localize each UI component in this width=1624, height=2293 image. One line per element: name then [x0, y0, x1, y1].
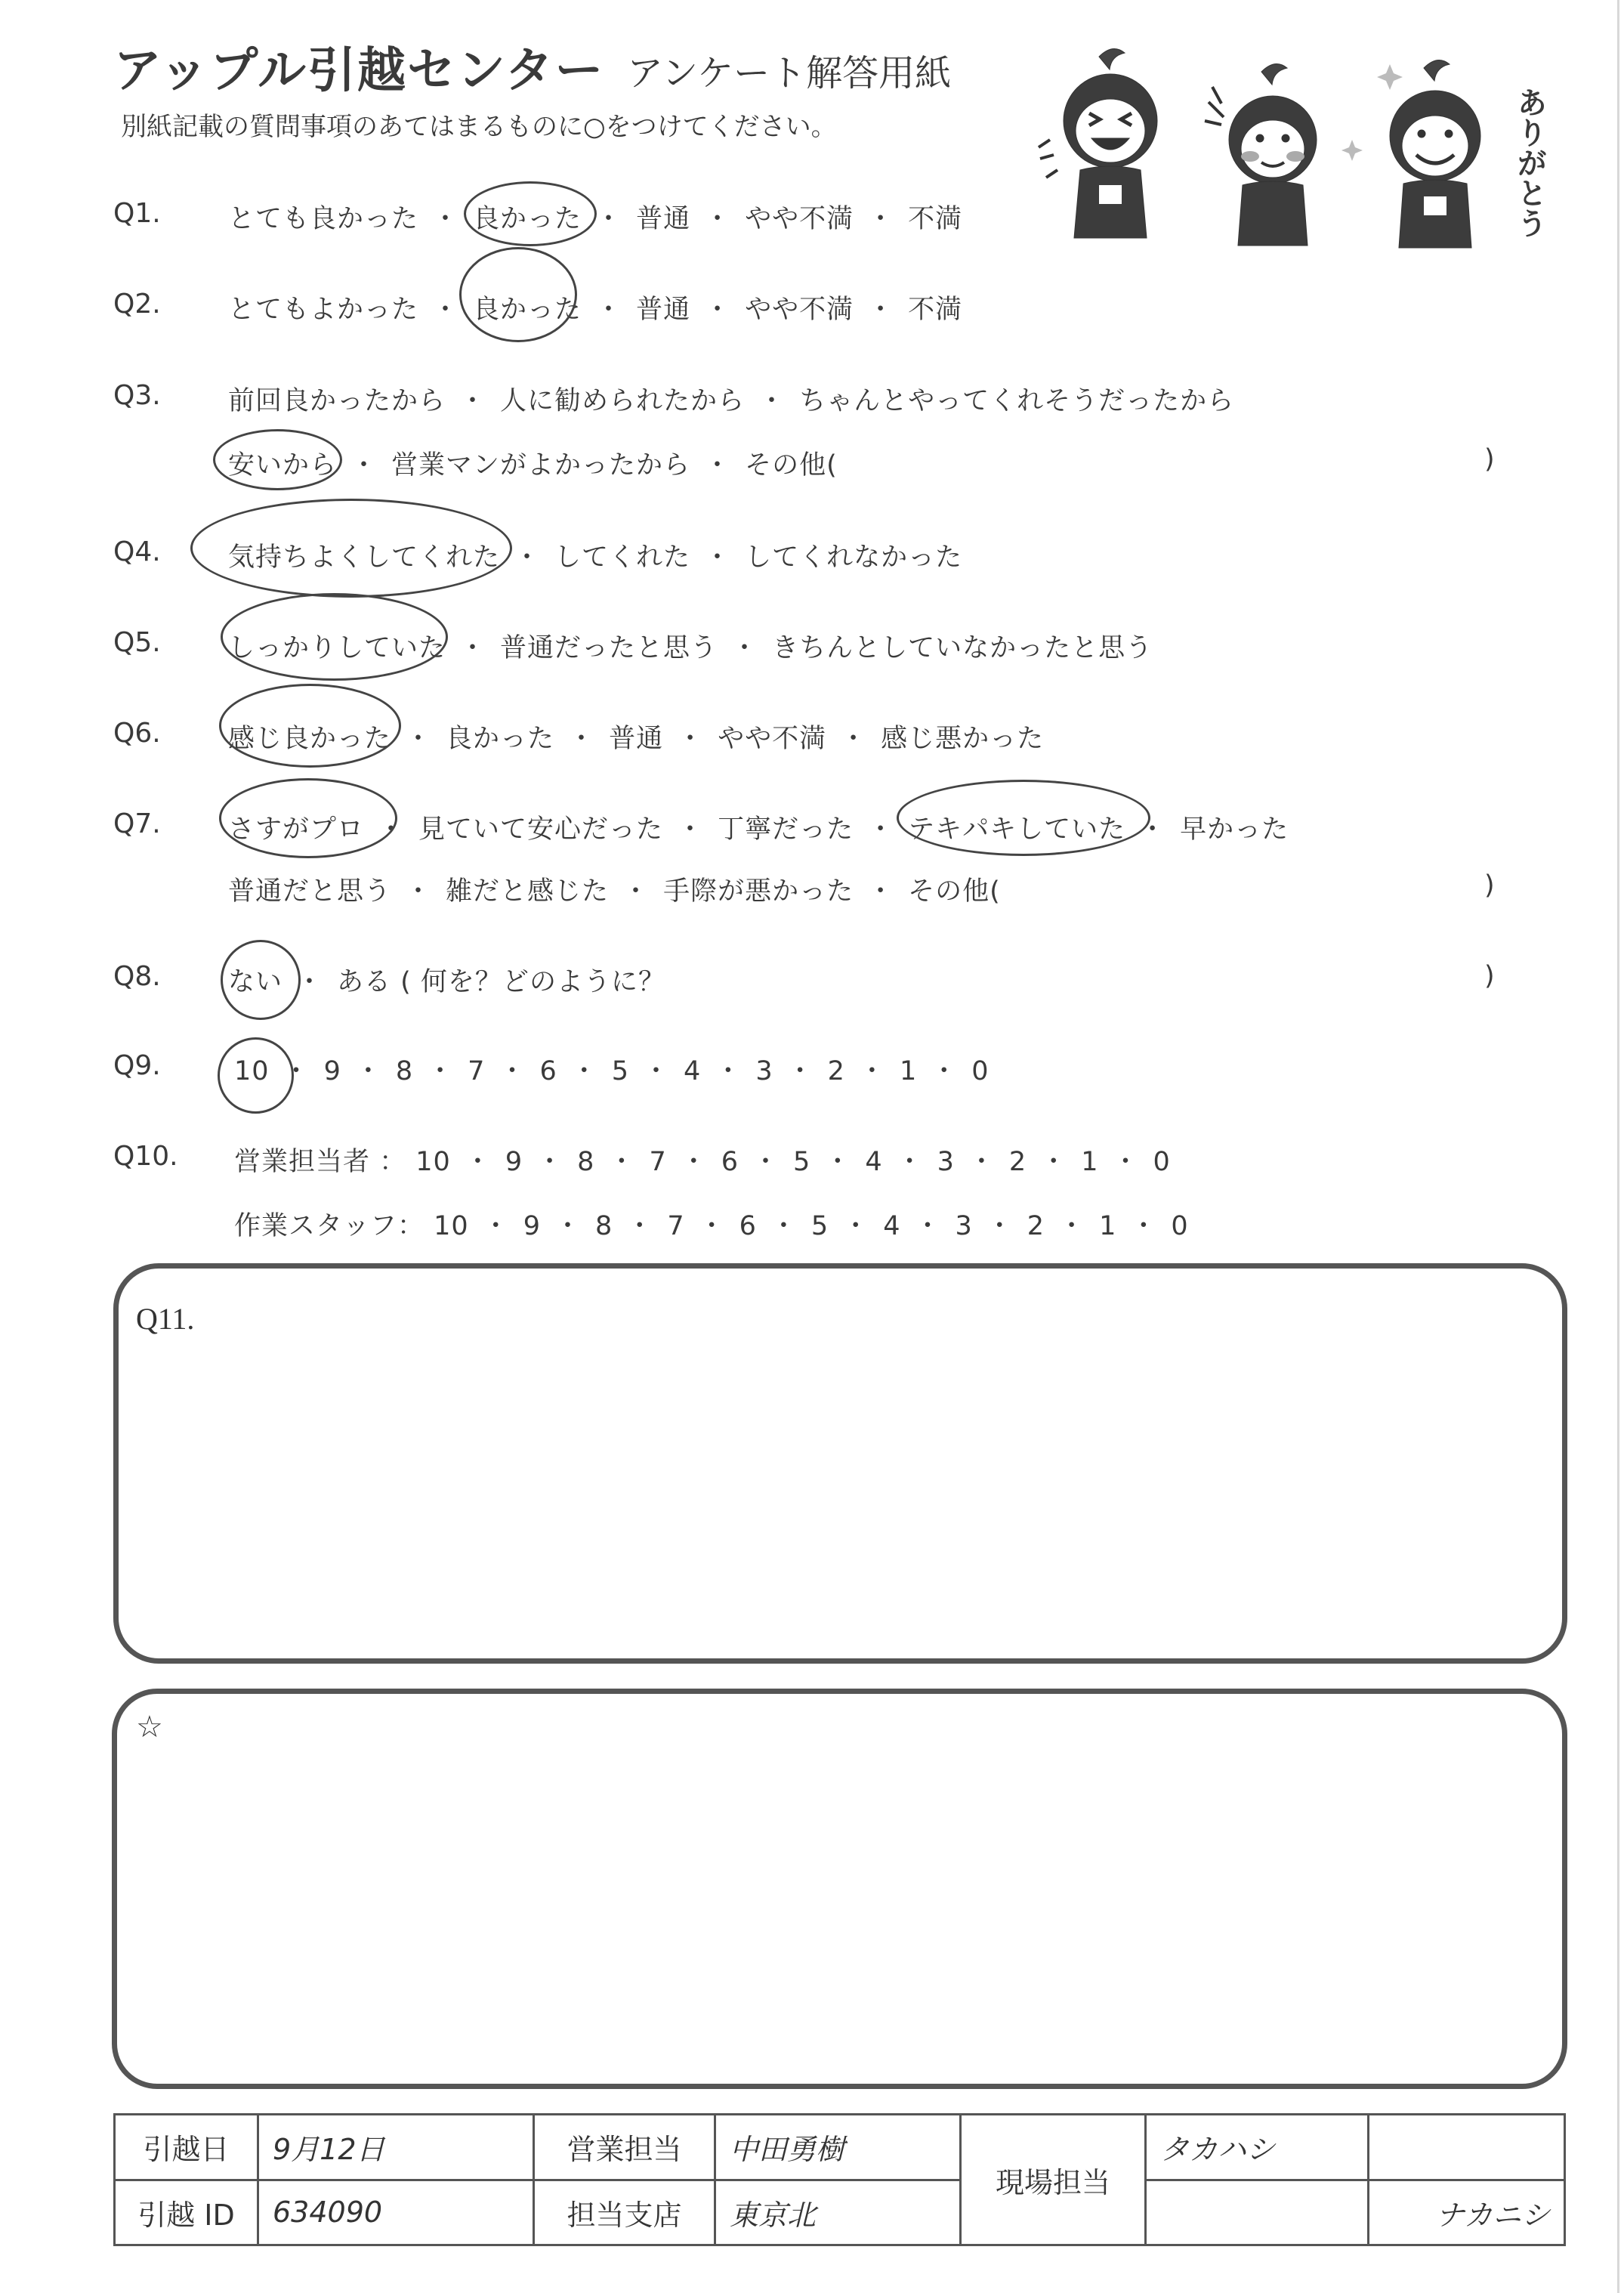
q9-score[interactable]: 4	[684, 1056, 702, 1086]
q10-staff-score[interactable]: 4	[883, 1211, 901, 1241]
q3-option[interactable]: ちゃんとやってくれそうだったから	[799, 386, 1235, 416]
q8-option-selected[interactable]: ない	[228, 961, 283, 999]
q7-option-selected[interactable]: さすがプロ	[228, 808, 364, 846]
q3-close-paren: )	[1484, 444, 1495, 474]
q5-option[interactable]: きちんとしていなかったと思う	[772, 633, 1153, 663]
q10-sales-score[interactable]: 3	[937, 1147, 955, 1177]
q10-staff-score[interactable]: 2	[1027, 1211, 1045, 1241]
q10-staff-score[interactable]: 5	[810, 1211, 829, 1241]
q10-staff-score[interactable]: 10	[434, 1211, 469, 1241]
q5-option-selected[interactable]: しっかりしていた	[228, 627, 446, 665]
q6-number: Q6.	[113, 718, 161, 749]
q9-number: Q9.	[113, 1050, 161, 1081]
q10-sales-score[interactable]: 9	[505, 1147, 523, 1177]
q2-option[interactable]: 不満	[908, 295, 963, 325]
mascot-monkey-smiling-icon	[1390, 60, 1480, 248]
q9-score[interactable]: 2	[827, 1056, 845, 1086]
q6-option[interactable]: 感じ悪かった	[881, 724, 1045, 754]
q10-staff-label: 作業スタッフ：	[234, 1211, 425, 1241]
q6-option[interactable]: やや不満	[718, 724, 827, 754]
q9-score[interactable]: 3	[755, 1056, 773, 1086]
q10-sales-score[interactable]: 6	[721, 1147, 739, 1177]
q5-option[interactable]: 普通だったと思う	[500, 633, 718, 663]
q5-number: Q5.	[113, 627, 161, 658]
q3-option[interactable]: 営業マンがよかったから	[391, 450, 691, 481]
q5-options: しっかりしていた ・ 普通だったと思う ・ きちんとしていなかったと思う	[228, 627, 1153, 665]
q9-score[interactable]: 0	[971, 1056, 990, 1086]
q10-staff-score[interactable]: 9	[523, 1211, 541, 1241]
move-id-label: 引越 ID	[115, 2180, 258, 2245]
q10-sales-row: 営業担当者 ： 10 ・ 9 ・ 8 ・ 7 ・ 6 ・ 5 ・ 4 ・ 3 ・ 2 ・ 1 ・ 0	[234, 1147, 1171, 1177]
q7-close-paren: )	[1484, 870, 1495, 901]
q10-sales-score[interactable]: 1	[1081, 1147, 1099, 1177]
move-date-label: 引越日	[115, 2115, 258, 2180]
q10-staff-score[interactable]: 1	[1099, 1211, 1117, 1241]
q11-label: Q11.	[136, 1302, 195, 1336]
q10-sales-score[interactable]: 10	[415, 1147, 451, 1177]
q7-option[interactable]: 手際が悪かった	[663, 876, 854, 907]
q4-option[interactable]: してくれなかった	[745, 542, 963, 573]
q10-number: Q10.	[113, 1141, 178, 1172]
sales-rep-value[interactable]: 中田勇樹	[715, 2115, 961, 2180]
q9-score-selected[interactable]: 10	[234, 1056, 270, 1086]
site-staff-value-2[interactable]: ナカニシ	[1369, 2180, 1565, 2245]
q2-option-selected[interactable]: 良かった	[473, 289, 582, 326]
q3-option[interactable]: 前回良かったから	[228, 386, 446, 416]
move-id-value[interactable]: 634090	[258, 2180, 534, 2245]
q6-option[interactable]: 普通	[609, 724, 664, 754]
mascot-illustration	[1035, 42, 1564, 257]
q7-options-line1: さすがプロ ・ 見ていて安心だった ・ 丁寧だった ・ テキパキしていた ・ 早かった	[228, 808, 1289, 846]
q9-score[interactable]: 1	[899, 1056, 918, 1086]
site-staff-cell-empty[interactable]	[1369, 2115, 1565, 2180]
q9-scale: 10 ・ 9 ・ 8 ・ 7 ・ 6 ・ 5 ・ 4 ・ 3 ・ 2 ・ 1 ・ 0	[234, 1050, 990, 1088]
q7-options-line2: 普通だと思う ・ 雑だと感じた ・ 手際が悪かった ・ その他(	[228, 876, 1001, 907]
star-icon: ☆	[136, 1710, 163, 1744]
q7-number: Q7.	[113, 808, 161, 839]
q8-number: Q8.	[113, 961, 161, 992]
q1-option[interactable]: 普通	[636, 204, 691, 234]
q10-staff-row: 作業スタッフ： 10 ・ 9 ・ 8 ・ 7 ・ 6 ・ 5 ・ 4 ・ 3 ・ 2 ・ 1 ・ 0	[234, 1211, 1189, 1241]
mascot-caption: ありがとう	[1512, 87, 1547, 238]
q9-score[interactable]: 7	[468, 1056, 486, 1086]
q4-option-selected[interactable]: 気持ちよくしてくれた	[228, 536, 500, 574]
q1-option[interactable]: やや不満	[745, 204, 854, 234]
q10-staff-score[interactable]: 6	[739, 1211, 757, 1241]
q3-options-line2: 安いから ・ 営業マンがよかったから ・ その他(	[228, 444, 838, 482]
mascot-monkey-blushing-icon	[1205, 64, 1317, 246]
instruction-text: 別紙記載の質問事項のあてはまるものに○をつけてください。	[121, 112, 837, 142]
q1-option-selected[interactable]: 良かった	[473, 198, 582, 236]
q7-option-other[interactable]: その他(	[908, 876, 1001, 907]
q10-staff-score[interactable]: 0	[1171, 1211, 1189, 1241]
mascot-monkey-laughing-icon	[1039, 49, 1157, 238]
q1-option[interactable]: 不満	[908, 204, 963, 234]
q6-option[interactable]: 良かった	[446, 724, 555, 754]
move-info-table	[113, 2113, 1566, 2246]
q2-option[interactable]: 普通	[636, 295, 691, 325]
sales-rep-label: 営業担当	[534, 2115, 715, 2180]
q1-options: とても良かった ・ 良かった ・ 普通 ・ やや不満 ・ 不満	[228, 198, 962, 236]
q7-option-selected[interactable]: テキパキしていた	[908, 808, 1125, 846]
q10-staff-score[interactable]: 8	[595, 1211, 613, 1241]
q3-number: Q3.	[113, 380, 161, 411]
site-staff-value-1[interactable]: タカハシ	[1146, 2115, 1369, 2180]
q6-option-selected[interactable]: 感じ良かった	[228, 718, 391, 756]
company-logo-text: アップル引越センター	[113, 43, 605, 99]
q3-option-other[interactable]: その他(	[745, 450, 838, 481]
q10-sales-score[interactable]: 5	[793, 1147, 811, 1177]
q7-option[interactable]: 早かった	[1180, 814, 1289, 845]
q7-option[interactable]: 丁寧だった	[718, 814, 854, 845]
q2-option[interactable]: とてもよかった	[228, 295, 419, 325]
q3-options-line1: 前回良かったから ・ 人に勧められたから ・ ちゃんとやってくれそうだったから	[228, 386, 1235, 416]
q10-sales-label: 営業担当者 ：	[234, 1147, 407, 1177]
q11-comment-box[interactable]	[113, 1263, 1567, 1664]
q3-option-selected[interactable]: 安いから	[228, 444, 337, 482]
q4-options: 気持ちよくしてくれた ・ してくれた ・ してくれなかった	[228, 536, 962, 574]
q10-sales-score[interactable]: 2	[1008, 1147, 1027, 1177]
form-title: アンケート解答用紙	[627, 52, 952, 94]
q2-options: とてもよかった ・ 良かった ・ 普通 ・ やや不満 ・ 不満	[228, 289, 962, 326]
q8-options: ない ・ ある ( 何を？どのように？	[228, 961, 665, 999]
move-date-value[interactable]: 9月12日	[258, 2115, 534, 2180]
q10-sales-score[interactable]: 7	[649, 1147, 667, 1177]
q8-close-paren: )	[1484, 961, 1495, 991]
q7-option[interactable]: 普通だと思う	[228, 876, 392, 907]
q2-number: Q2.	[113, 289, 161, 320]
q9-score[interactable]: 6	[539, 1056, 557, 1086]
q8-option[interactable]: ある ( 何を？どのように？	[337, 967, 665, 997]
site-staff-cell-empty[interactable]	[1146, 2180, 1369, 2245]
branch-label: 担当支店	[534, 2180, 715, 2245]
q4-number: Q4.	[113, 536, 161, 567]
site-staff-label: 現場担当	[961, 2115, 1146, 2245]
q10-sales-score[interactable]: 8	[577, 1147, 595, 1177]
q6-options: 感じ良かった ・ 良かった ・ 普通 ・ やや不満 ・ 感じ悪かった	[228, 718, 1044, 756]
q10-staff-score[interactable]: 7	[667, 1211, 685, 1241]
q3-option[interactable]: 人に勧められたから	[500, 386, 746, 416]
q4-option[interactable]: してくれた	[554, 542, 691, 573]
q7-option[interactable]: 見ていて安心だった	[418, 814, 664, 845]
star-comment-box[interactable]	[112, 1689, 1567, 2089]
q9-score[interactable]: 5	[611, 1056, 630, 1086]
q1-number: Q1.	[113, 198, 161, 229]
q1-option[interactable]: とても良かった	[228, 204, 419, 234]
q2-option[interactable]: やや不満	[745, 295, 854, 325]
q10-staff-score[interactable]: 3	[955, 1211, 973, 1241]
q9-score[interactable]: 8	[395, 1056, 414, 1086]
q10-sales-score[interactable]: 0	[1153, 1147, 1171, 1177]
q7-option[interactable]: 雑だと感じた	[446, 876, 610, 907]
q9-score[interactable]: 9	[323, 1056, 341, 1086]
q10-sales-score[interactable]: 4	[865, 1147, 883, 1177]
branch-value[interactable]: 東京北	[715, 2180, 961, 2245]
